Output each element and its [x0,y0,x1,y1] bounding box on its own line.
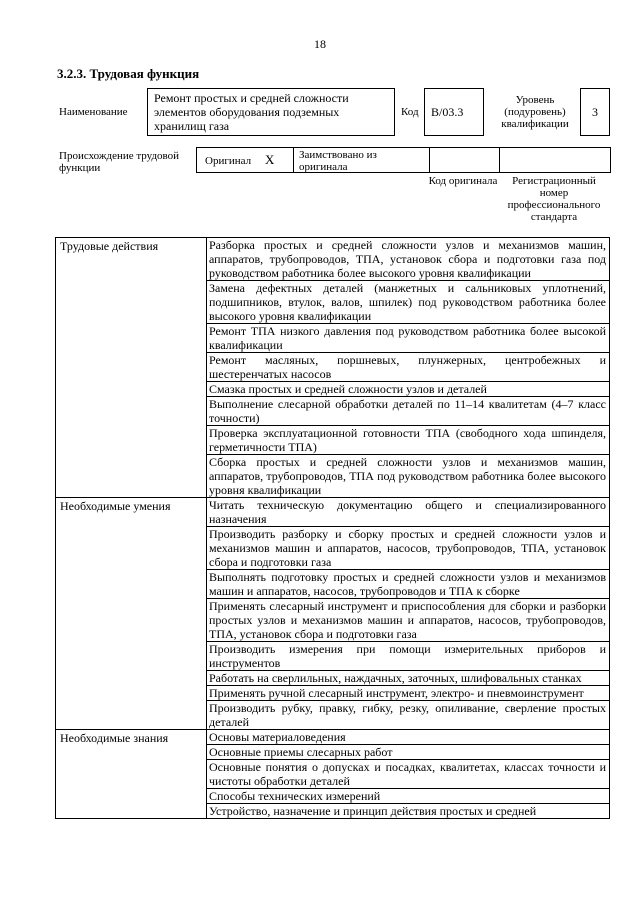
origin-divider [429,148,430,172]
reg-number-label: Регистрационный номер профессионального стандарта [507,175,601,223]
list-item: Основные понятия о допусках и посадках, квалитетах, классах точности и чистоты обработки деталей [207,760,609,789]
level-value: 3 [580,88,610,136]
code-label: Код [401,106,419,118]
list-item: Производить рубку, правку, гибку, резку, опиливание, сверление простых деталей [209,701,606,729]
section-title-cell: Необходимые умения [56,498,207,730]
code-original-label: Код оригинала [428,175,498,187]
name-label: Наименование [59,106,128,118]
section-row-skills [56,498,610,730]
list-item: Проверка эксплуатационной готовности ТПА (свободного хода шпинделя, герметичности ТПА) [207,426,609,455]
borrowed-label: Заимствовано из оригинала [299,149,377,173]
list-item: Производить измерения при помощи измерительных приборов и инструментов [207,642,609,671]
function-table [55,237,610,819]
list-item: Смазка простых и средней сложности узлов и деталей [207,382,609,397]
level-label: Уровень (подуровень) квалификации [501,94,569,130]
section-row-knowledge [56,730,610,819]
list-item: Выполнять подготовку простых и средней сложности узлов и механизмов машин и аппаратов, насосов, трубопроводов и ТПА к сборке [207,570,609,599]
original-label: Оригинал [205,155,252,167]
section-row-actions [56,238,610,498]
list-item: Работать на сверлильных, наждачных, заточных, шлифовальных станках [207,671,609,686]
list-item: Разборка простых и средней сложности узлов и механизмов машин, аппаратов, трубопроводов, ТПА, установок сбора и подготовки газа под руководством работника более высокого уровня квалификации [207,238,609,281]
list-item: Способы технических измерений [207,789,609,804]
list-item: Ремонт ТПА низкого давления под руководством работника более высокой квалификации [207,324,609,353]
section-title: 3.2.3. Трудовая функция [57,66,200,81]
name-value: Ремонт простых и средней сложности элементов оборудования подземных хранилищ газа [147,88,395,136]
section-items [207,238,610,498]
page-number: 18 [314,37,326,51]
list-item: Читать техническую документацию общего и специализированного назначения [207,498,609,527]
origin-divider [499,148,500,172]
list-item: Выполнение слесарной обработки деталей по 11–14 квалитетам (4–7 класс точности) [207,397,609,426]
list-item: Устройство, назначение и принцип действия простых и средней [209,804,537,818]
list-item: Основы материаловедения [207,730,609,745]
list-item: Сборка простых и средней сложности узлов и механизмов машин, аппаратов, трубопроводов, ТПА под руководством работника более высокого уровня квалификации [209,455,606,497]
code-value [424,88,484,136]
section-items [207,498,610,730]
origin-label: Происхождение трудовой функции [59,150,180,174]
list-item: Применять слесарный инструмент и приспособления для сборки и разборки простых узлов и механизмов машин и аппаратов, насосов, трубопроводов, ТПА, установок сбора и подготовки газа [207,599,609,642]
original-mark: X [265,152,275,167]
origin-table [196,147,611,173]
section-title-cell: Необходимые знания [56,730,207,819]
section-items [207,730,610,819]
list-item: Замена дефектных деталей (манжетных и сальниковых уплотнений, подшипников, втулок, валов, шпилек) под руководством работника более высокого уровня квалификации [207,281,609,324]
list-item: Основные приемы слесарных работ [207,745,609,760]
origin-divider [293,148,294,172]
list-item: Применять ручной слесарный инструмент, электро- и пневмоинструмент [207,686,609,701]
list-item: Производить разборку и сборку простых и средней сложности узлов и механизмов машин и аппаратов, насосов, трубопроводов, ТПА, установок сбора и подготовки газа [207,527,609,570]
list-item: Ремонт масляных, поршневых, плунжерных, центробежных и шестеренчатых насосов [207,353,609,382]
section-title-cell: Трудовые действия [56,238,207,498]
code-value-text: В/03.3 [431,105,464,119]
